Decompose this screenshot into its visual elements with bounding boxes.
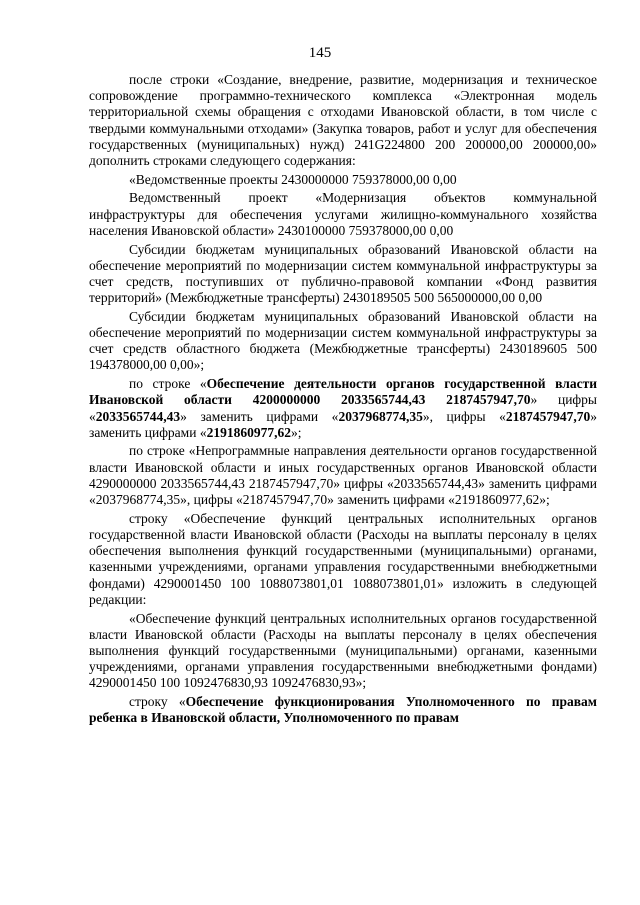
text-run: Ведомственный проект «Модернизация объектов коммунальной инфраструктуры для обеспечения услугами жилищно-коммунального хозяйства населения Ивановской области» 2430100000 759378000,00 0,00 [89,190,597,238]
text-run: » цифры « [89,392,597,424]
paragraph [89,611,597,692]
paragraph [89,376,597,441]
text-run: » заменить цифрами « [89,408,597,440]
bold-text-run: 2037968774,35 [338,408,423,424]
page-number: 145 [308,45,332,61]
paragraph [89,172,597,188]
text-run: Субсидии бюджетам муниципальных образований Ивановской области на обеспечение мероприятий по модернизации систем коммунальной инфраструктуры за счет средств областного бюджета (Межбюджетные трансферты) 2430189605 500 194378000,00 0,00»; [89,308,597,373]
text-run: », цифры « [422,408,506,424]
text-run: после строки «Создание, внедрение, развитие, модернизация и техническое сопровождение программно-технического комплекса «Электронная модель территориальной схемы обращения с отходами Ивановской области, в том числе с твердыми коммунальными отходами» (Закупка товаров, работ и услуг для обеспечения государственных (муниципальных) нужд) 241G224800 200 200000,00 200000,00» дополнить строками следующего содержания: [89,72,597,169]
bold-text-run: 2033565744,43 [95,408,181,424]
text-run: «Обеспечение функций центральных исполнительных органов государственной власти Ивановской области (Расходы на выплаты персоналу в целях обеспечения выполнения функций государственными (муниципальными) органами, казенными учреждениями, органами управления государственными внебюджетными фондами) 4290001450 100 1092476830,93 1092476830,93»; [89,610,597,691]
text-run: строку «Обеспечение функций центральных исполнительных органов государственной власти Ивановской области (Расходы на выплаты персоналу в целях обеспечения выполнения функций государственными (муниципальными) органами, казенными учреждениями, органами управления государственными внебюджетными фондами) 4290001450 100 1088073801,01 1088073801,01» изложить в следующей редакции: [89,510,597,607]
text-run: »; [290,424,302,440]
bold-text-run: 2187457947,70 [505,408,591,424]
bold-text-run: Обеспечение деятельности органов государственной власти Ивановской области 4200000000 2033565744,43 2187457947,70 [89,376,598,408]
text-run: » заменить цифрами « [180,408,339,424]
bold-text-run: 2191860977,62 [206,424,291,440]
document-body [89,72,597,729]
text-run: по строке « [129,376,207,392]
paragraph [89,443,597,508]
paragraph [89,511,597,608]
paragraph [89,242,597,307]
text-run: Субсидии бюджетам муниципальных образований Ивановской области на обеспечение мероприятий по модернизации систем коммунальной инфраструктуры за счет средств, поступивших от публично-правовой компании «Фонд развития территорий» (Межбюджетные трансферты) 2430189505 500 565000000,00 0,00 [89,241,597,306]
text-run: «Ведомственные проекты 2430000000 759378000,00 0,00 [129,171,457,187]
text-run: строку « [129,694,186,710]
paragraph [89,190,597,239]
paragraph [89,694,597,726]
text-run: по строке «Непрограммные направления деятельности органов государственной власти Ивановской области и иных государственных органов Ивановской области 4290000000 2033565744,43 2187457947,70» цифры «2033565744,43» заменить цифрами «2037968774,35», цифры «2187457947,70» заменить цифрами «2191860977,62»; [89,443,597,508]
bold-text-run: Обеспечение функционирования Уполномоченного по правам ребенка в Ивановской области, Уполномоченного по правам [89,694,597,726]
paragraph [89,72,597,169]
paragraph [89,309,597,374]
